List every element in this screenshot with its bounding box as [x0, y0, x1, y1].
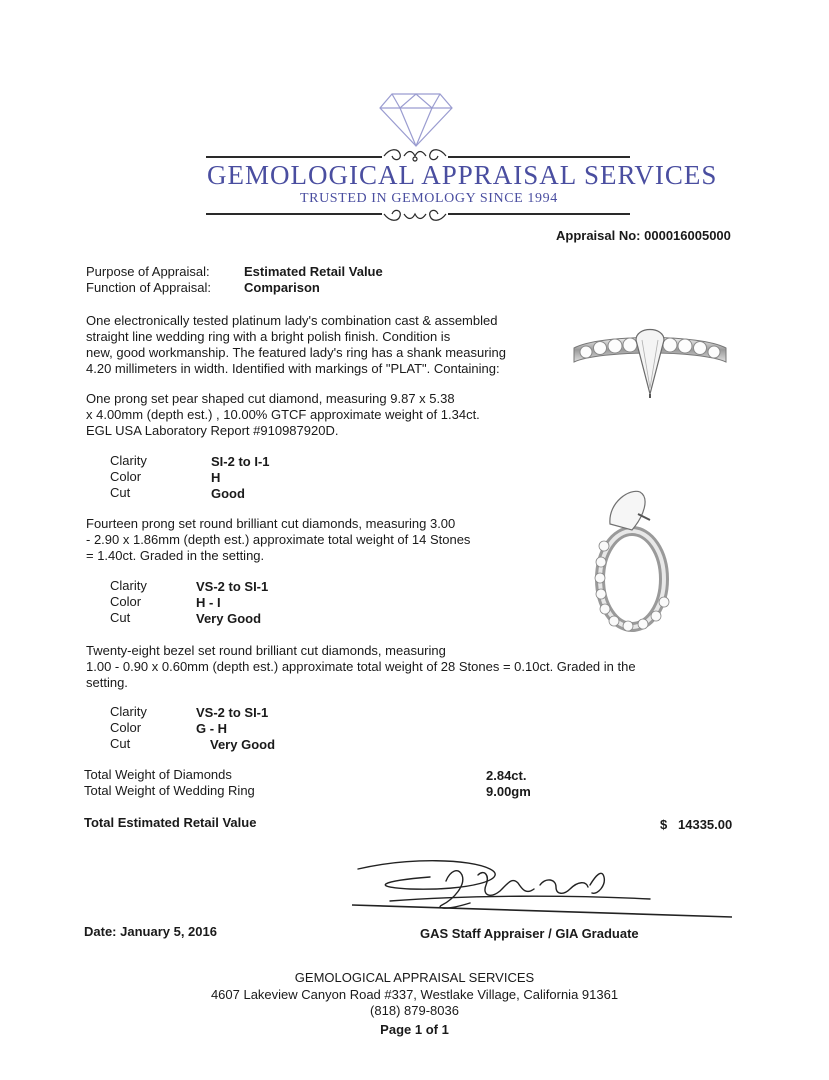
company-tagline: TRUSTED IN GEMOLOGY SINCE 1994 — [300, 191, 558, 206]
total-retail-currency: $ — [660, 817, 668, 832]
scroll-ornament-bottom-icon — [382, 204, 448, 224]
description-line: straight line wedding ring with a bright polish finish. Condition is — [86, 329, 451, 344]
total-ring-value: 9.00gm — [486, 784, 531, 799]
ring-photo-side — [570, 318, 730, 400]
total-ring-label: Total Weight of Wedding Ring — [84, 783, 255, 798]
logo-bottom-rule — [206, 213, 382, 215]
description-line: new, good workmanship. The featured lady's ring has a shank measuring — [86, 345, 506, 360]
stone3-line: 1.00 - 0.90 x 0.60mm (depth est.) approximate total weight of 28 Stones = 0.10ct. Graded in the — [86, 659, 636, 674]
purpose-value: Estimated Retail Value — [244, 264, 383, 279]
total-retail-label: Total Estimated Retail Value — [84, 815, 257, 830]
description-line: 4.20 millimeters in width. Identified with markings of "PLAT". Containing: — [86, 361, 500, 376]
footer-address: 4607 Lakeview Canyon Road #337, Westlake Village, California 91361 — [210, 987, 619, 1002]
item-description — [86, 313, 506, 377]
description-line: One electronically tested platinum lady's combination cast & assembled — [86, 313, 498, 328]
stone1-clarity-label: Clarity — [110, 453, 147, 468]
stone3-color-value: G - H — [196, 721, 228, 736]
footer-company: GEMOLOGICAL APPRAISAL SERVICES — [294, 970, 535, 985]
ring-photo-upright — [580, 484, 690, 634]
function-value: Comparison — [244, 280, 320, 295]
stone1-line: x 4.00mm (depth est.) , 10.00% GTCF approximate weight of 1.34ct. — [86, 407, 480, 422]
stone3-clarity-label: Clarity — [110, 704, 147, 719]
total-diamonds-label: Total Weight of Diamonds — [84, 767, 232, 782]
logo-bottom-rule-right — [448, 213, 630, 215]
stone1-line: One prong set pear shaped cut diamond, measuring 9.87 x 5.38 — [86, 391, 455, 406]
stone2-clarity-value: VS-2 to SI-1 — [196, 579, 269, 594]
stone3-clarity-value: VS-2 to SI-1 — [196, 705, 269, 720]
stone2-cut-label: Cut — [110, 610, 131, 625]
stone1-clarity-value: SI-2 to I-1 — [211, 454, 270, 469]
stone3-description — [86, 643, 636, 691]
total-retail-value: 14335.00 — [678, 817, 733, 832]
stone1-color-value: H — [211, 470, 221, 485]
logo — [0, 88, 829, 228]
stone1-line: EGL USA Laboratory Report #910987920D. — [86, 423, 339, 438]
company-name: GEMOLOGICAL APPRAISAL SERVICES — [207, 160, 718, 190]
total-diamonds-value: 2.84ct. — [486, 768, 527, 783]
diamond-icon — [378, 92, 454, 148]
function-label: Function of Appraisal: — [86, 280, 212, 295]
stone2-description — [86, 516, 470, 564]
stone2-color-value: H - I — [196, 595, 221, 610]
stone1-cut-label: Cut — [110, 485, 131, 500]
stone1-description — [86, 391, 480, 439]
stone3-color-label: Color — [110, 720, 142, 735]
stone3-line: Twenty-eight bezel set round brilliant cut diamonds, measuring — [86, 643, 446, 658]
appraisal-number: Appraisal No: 000016005000 — [556, 228, 731, 243]
footer-phone: (818) 879-8036 — [370, 1003, 459, 1018]
stone2-line: Fourteen prong set round brilliant cut diamonds, measuring 3.00 — [86, 516, 456, 531]
stone2-line: - 2.90 x 1.86mm (depth est.) approximate total weight of 14 Stones — [86, 532, 471, 547]
purpose-label: Purpose of Appraisal: — [86, 264, 210, 279]
logo-top-rule-right — [448, 156, 630, 158]
stone1-cut-value: Good — [211, 486, 245, 501]
stone2-line: = 1.40ct. Graded in the setting. — [86, 548, 265, 563]
stone1-color-label: Color — [110, 469, 142, 484]
stone3-line: setting. — [86, 675, 128, 690]
appraisal-date: Date: January 5, 2016 — [84, 924, 217, 939]
signer-title: GAS Staff Appraiser / GIA Graduate — [420, 926, 639, 941]
stone2-color-label: Color — [110, 594, 142, 609]
logo-top-rule — [206, 156, 382, 158]
stone2-cut-value: Very Good — [196, 611, 262, 626]
stone3-cut-label: Cut — [110, 736, 131, 751]
page-number: Page 1 of 1 — [380, 1022, 449, 1037]
stone2-clarity-label: Clarity — [110, 578, 147, 593]
signature — [350, 855, 740, 921]
stone3-cut-value: Very Good — [210, 737, 276, 752]
